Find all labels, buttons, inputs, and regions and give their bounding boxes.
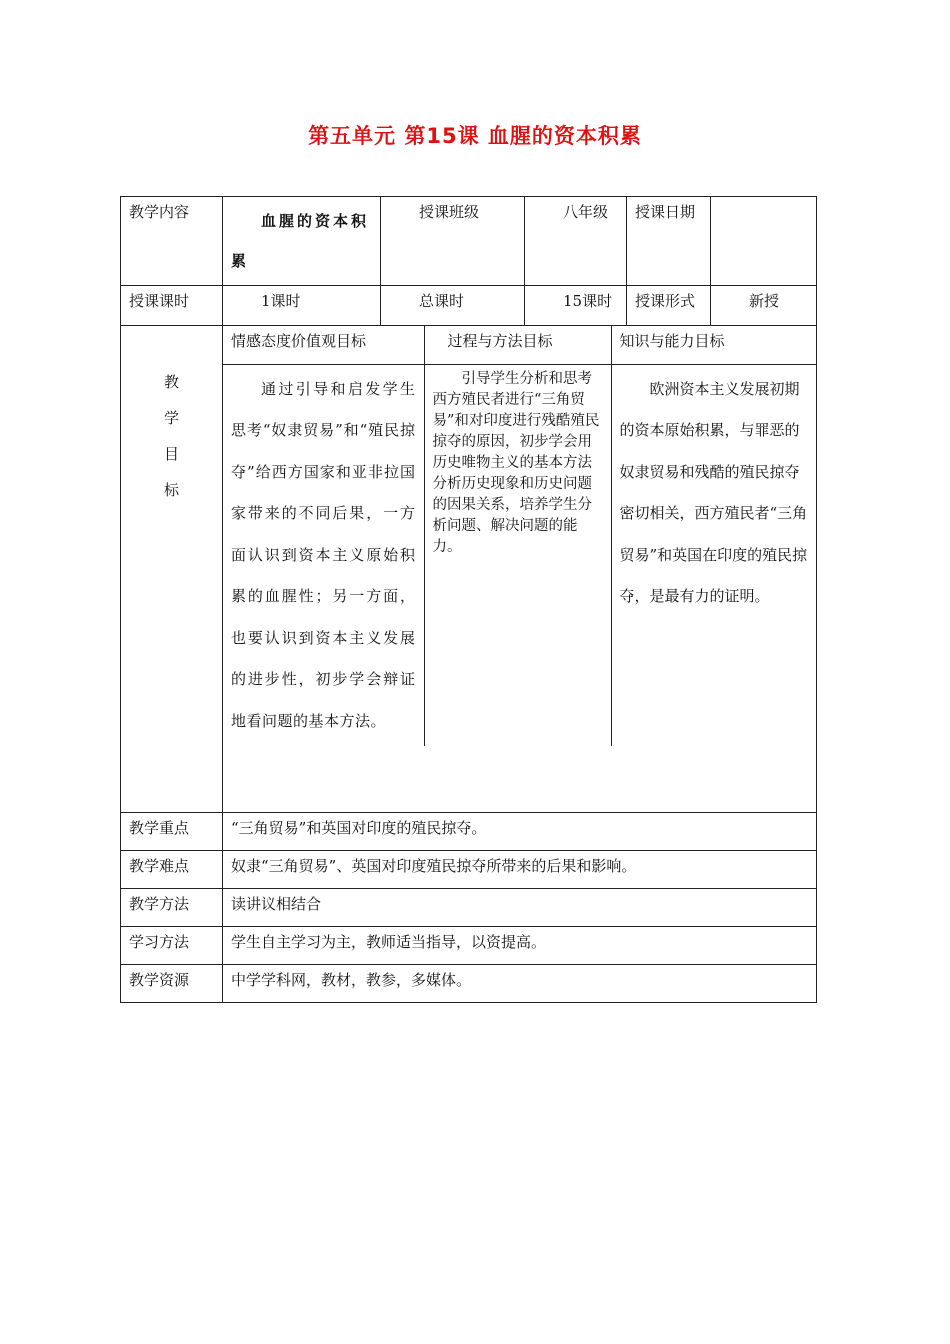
difficulties-label: 教学难点 bbox=[121, 851, 223, 889]
goals-container bbox=[223, 326, 817, 813]
resources-value: 中学学科网，教材，教参，多媒体。 bbox=[223, 965, 817, 1003]
teaching-method-value: 读讲议相结合 bbox=[223, 889, 817, 927]
hours-label: 授课课时 bbox=[121, 286, 223, 326]
row-difficulties bbox=[121, 851, 817, 889]
date-value bbox=[711, 197, 817, 286]
row-learning-method bbox=[121, 927, 817, 965]
class-label: 授课班级 bbox=[381, 197, 525, 286]
emotion-goal-text: 通过引导和启发学生思考“奴隶贸易”和“殖民掠夺”给西方国家和亚非拉国家带来的不同后果，一方面认识到资本主义原始积累的血腥性；另一方面，也要认识到资本主义发展的进步性，初步学会辩证地看问题的基本方法。 bbox=[223, 364, 424, 746]
key-points-value: “三角贸易”和英国对印度的殖民掠夺。 bbox=[223, 813, 817, 851]
goals-label-char: 学 bbox=[163, 409, 179, 427]
lesson-plan-table bbox=[120, 196, 817, 1003]
knowledge-goal-header: 知识与能力目标 bbox=[611, 326, 817, 364]
content-value: 血腥的资本积累 bbox=[223, 197, 381, 286]
class-value: 八年级 bbox=[525, 197, 627, 286]
goals-label-char: 教 bbox=[163, 373, 179, 391]
knowledge-goal-text: 欧洲资本主义发展初期的资本原始积累，与罪恶的奴隶贸易和残酷的殖民掠夺密切相关，西方殖民者“三角贸易”和英国在印度的殖民掠夺，是最有力的证明。 bbox=[611, 364, 817, 746]
row-hours bbox=[121, 286, 817, 326]
key-points-label: 教学重点 bbox=[121, 813, 223, 851]
form-value: 新授 bbox=[711, 286, 817, 326]
total-value: 15课时 bbox=[525, 286, 627, 326]
row-resources bbox=[121, 965, 817, 1003]
total-label: 总课时 bbox=[381, 286, 525, 326]
page-title: 第五单元 第15课 血腥的资本积累 bbox=[308, 124, 642, 148]
goals-label-char: 目 bbox=[163, 445, 179, 463]
goals-label bbox=[121, 326, 223, 813]
process-goal-header: 过程与方法目标 bbox=[424, 326, 611, 364]
row-teaching-method bbox=[121, 889, 817, 927]
learning-method-label: 学习方法 bbox=[121, 927, 223, 965]
form-label: 授课形式 bbox=[627, 286, 711, 326]
content-label: 教学内容 bbox=[121, 197, 223, 286]
teaching-method-label: 教学方法 bbox=[121, 889, 223, 927]
emotion-goal-header: 情感态度价值观目标 bbox=[223, 326, 424, 364]
row-content bbox=[121, 197, 817, 286]
learning-method-value: 学生自主学习为主，教师适当指导，以资提高。 bbox=[223, 927, 817, 965]
goals-label-char: 标 bbox=[163, 481, 179, 499]
row-key-points bbox=[121, 813, 817, 851]
date-label: 授课日期 bbox=[627, 197, 711, 286]
difficulties-value: 奴隶“三角贸易”、英国对印度殖民掠夺所带来的后果和影响。 bbox=[223, 851, 817, 889]
process-goal-text: 引导学生分析和思考西方殖民者进行“三角贸易”和对印度进行残酷殖民掠夺的原因，初步学会用历史唯物主义的基本方法分析历史现象和历史问题的因果关系，培养学生分析问题、解决问题的能力。 bbox=[424, 364, 611, 746]
row-goals bbox=[121, 326, 817, 813]
resources-label: 教学资源 bbox=[121, 965, 223, 1003]
hours-value: 1课时 bbox=[223, 286, 381, 326]
goals-table bbox=[223, 326, 817, 746]
